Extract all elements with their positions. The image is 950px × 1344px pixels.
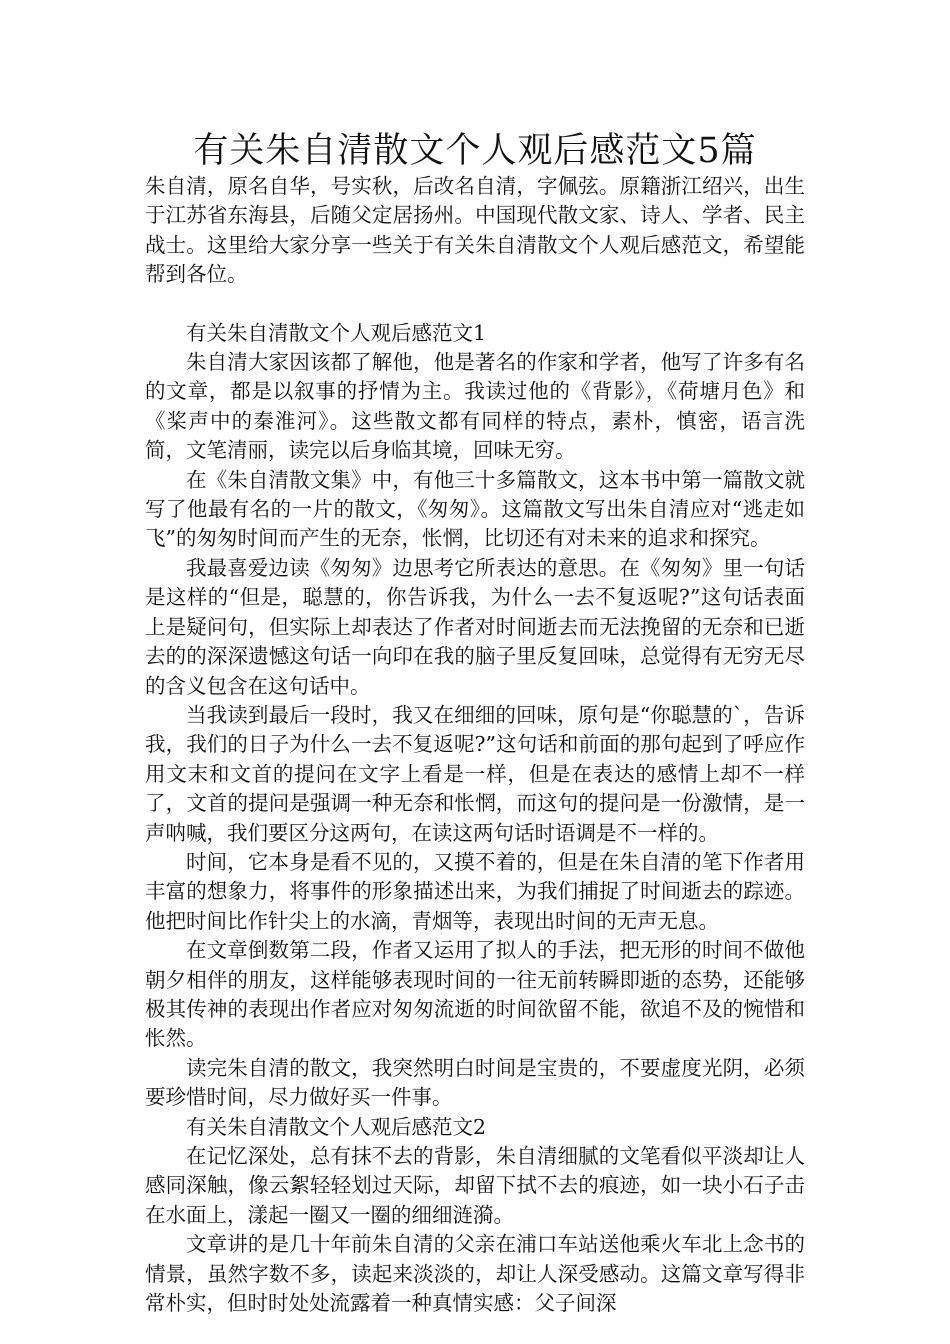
document-body bbox=[145, 172, 805, 1318]
body-paragraph: 我最喜爱边读《匆匆》边思考它所表达的意思。在《匆匆》里一句话是这样的“但是，聪慧的，你告诉我，为什么一去不复返呢?”这句话表面上是疑问句，但实际上却表达了作者对时间逝去而无法挽留的无奈和已逝去的的深深遗憾这句话一向印在我的脑子里反复回味，总觉得有无穷无尽的含义包含在这句话中。 bbox=[145, 555, 805, 698]
body-paragraph: 当我读到最后一段时，我又在细细的回味，原句是“你聪慧的`，告诉我，我们的日子为什么一去不复返呢?”这句话和前面的那句起到了呼应作用文末和文首的提问在文字上看是一样，但是在表达的感情上却不一样了，文首的提问是强调一种无奈和怅惘，而这句的提问是一份激情，是一声呐喊，我们要区分这两句，在读这两句话时语调是不一样的。 bbox=[145, 702, 805, 845]
body-paragraph: 在文章倒数第二段，作者又运用了拟人的手法，把无形的时间不做他朝夕相伴的朋友，这样能够表现时间的一往无前转瞬即逝的态势，还能够极其传神的表现出作者应对匆匆流逝的时间欲留不能，欲追不及的惋惜和怅然。 bbox=[145, 938, 805, 1051]
body-paragraph: 文章讲的是几十年前朱自清的父亲在浦口车站送他乘火车北上念书的情景，虽然字数不多，读起来淡淡的，却让人深受感动。这篇文章写得非常朴实，但时时处处流露着一种真情实感：父子间深 bbox=[145, 1232, 805, 1316]
body-paragraph: 时间，它本身是看不见的，又摸不着的，但是在朱自清的笔下作者用丰富的想象力，将事件的形象描述出来，为我们捕捉了时间逝去的踪迹。他把时间比作针尖上的水滴，青烟等，表现出时间的无声无息。 bbox=[145, 849, 805, 933]
document-title: 有关朱自清散文个人观后感范文5篇 bbox=[193, 131, 757, 171]
body-paragraph: 在记忆深处，总有抹不去的背影，朱自清细腻的文笔看似平淡却让人感同深触，像云絮轻轻划过天际，却留下拭不去的痕迹，如一块小石子击在水面上，漾起一圈又一圈的细细涟漪。 bbox=[145, 1144, 805, 1227]
body-paragraph: 在《朱自清散文集》中，有他三十多篇散文，这本书中第一篇散文就写了他最有名的一片的散文，《匆匆》。这篇散文写出朱自清应对“逃走如飞”的匆匆时间而产生的无奈，怅惘，比切还有对未来的追求和探究。 bbox=[145, 467, 805, 551]
section-heading-1: 有关朱自清散文个人观后感范文1 bbox=[186, 320, 487, 345]
section-heading-2: 有关朱自清散文个人观后感范文2 bbox=[186, 1114, 487, 1139]
intro-paragraph: 朱自清，原名自华，号实秋，后改名自清，字佩弦。原籍浙江绍兴，出生于江苏省东海县，后随父定居扬州。中国现代散文家、诗人、学者、民主战士。这里给大家分享一些关于有关朱自清散文个人观后感范文，希望能帮到各位。 bbox=[145, 174, 805, 287]
body-paragraph: 朱自清大家因该都了解他，他是著名的作家和学者，他写了许多有名的文章，都是以叙事的抒情为主。我读过他的《背影》，《荷塘月色》和《桨声中的秦淮河》。这些散文都有同样的特点，素朴，慎密，语言洗简，文笔清丽，读完以后身临其境，回味无穷。 bbox=[145, 350, 805, 463]
body-paragraph: 读完朱自清的散文，我突然明白时间是宝贵的，不要虚度光阴，必须要珍惜时间，尽力做好买一件事。 bbox=[145, 1055, 805, 1110]
